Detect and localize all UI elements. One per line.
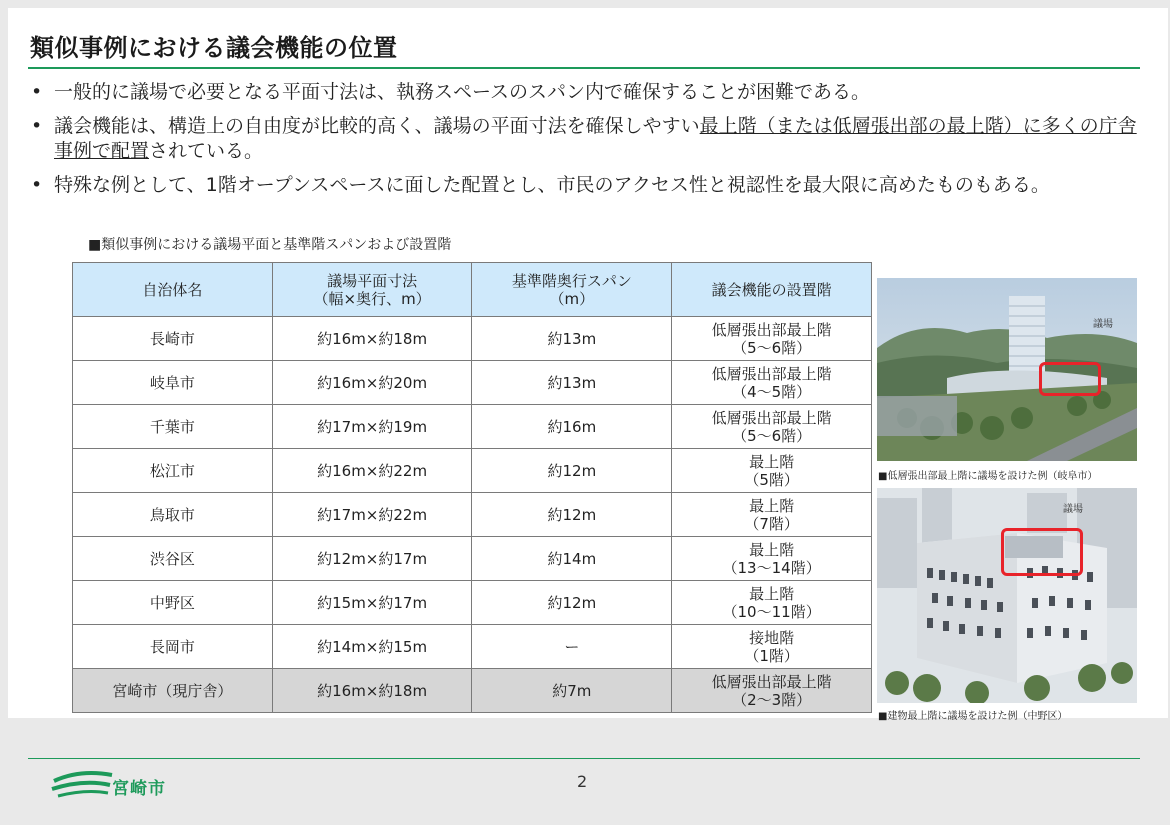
cell-floor: 低層張出部最上階 （4〜5階） (672, 361, 872, 405)
slide-title: 類似事例における議会機能の位置 (30, 34, 398, 62)
cell-municipality: 松江市 (73, 449, 273, 493)
photo-caption: ■建物最上階に議場を設けた例（中野区） (878, 711, 1068, 722)
cell-municipality: 長崎市 (73, 317, 273, 361)
table-caption: ■類似事例における議場平面と基準階スパンおよび設置階 (88, 237, 452, 253)
photo-caption: ■低層張出部最上階に議場を設けた例（岐阜市） (878, 471, 1098, 482)
cell-floor: 最上階 （13〜14階） (672, 537, 872, 581)
cell-span: 約12m (472, 493, 672, 537)
bullet-text: されている。 (149, 140, 264, 162)
cell-span: ー (472, 625, 672, 669)
page-number: 2 (577, 772, 588, 791)
cell-floor: 最上階 （10〜11階） (672, 581, 872, 625)
cell-municipality: 長岡市 (73, 625, 273, 669)
cases-table (72, 262, 872, 713)
cell-span: 約14m (472, 537, 672, 581)
table-row (73, 493, 872, 537)
cell-municipality: 千葉市 (73, 405, 273, 449)
table-row (73, 581, 872, 625)
column-header-span: 基準階奥行スパン （m） (472, 263, 672, 317)
cell-floor: 低層張出部最上階 （2〜3階） (672, 669, 872, 713)
cell-span: 約13m (472, 361, 672, 405)
chamber-highlight-box (1039, 362, 1101, 396)
gifu-building-photo (877, 278, 1137, 461)
cell-municipality: 中野区 (73, 581, 273, 625)
cell-chamber-size: 約15m×約17m (272, 581, 472, 625)
cell-floor: 最上階 （5階） (672, 449, 872, 493)
cell-span: 約12m (472, 581, 672, 625)
bullet-text: 議会機能は、構造上の自由度が比較的高く、議場の平面寸法を確保しやすい (54, 115, 700, 137)
table-row (73, 625, 872, 669)
column-header-chamber-size: 議場平面寸法 （幅×奥行、m） (272, 263, 472, 317)
cell-municipality: 鳥取市 (73, 493, 273, 537)
bullet-underlined-text: 最上階（または低層張出部の最上階） (699, 115, 1023, 137)
cell-chamber-size: 約12m×約17m (272, 537, 472, 581)
cell-span: 約16m (472, 405, 672, 449)
table-row (73, 669, 872, 713)
table-row (73, 317, 872, 361)
bullet-item (28, 114, 1148, 164)
cell-chamber-size: 約16m×約20m (272, 361, 472, 405)
bullet-underlined-text: に多くの (1022, 115, 1099, 137)
cell-municipality: 渋谷区 (73, 537, 273, 581)
chamber-label: 議場 (1093, 319, 1113, 330)
cell-chamber-size: 約14m×約15m (272, 625, 472, 669)
cell-chamber-size: 約16m×約22m (272, 449, 472, 493)
cell-floor: 最上階 （7階） (672, 493, 872, 537)
cell-span: 約13m (472, 317, 672, 361)
chamber-highlight-box (1001, 528, 1083, 576)
cell-municipality: 岐阜市 (73, 361, 273, 405)
cell-chamber-size: 約16m×約18m (272, 317, 472, 361)
nakano-building-illustration (877, 488, 1137, 703)
table-row (73, 361, 872, 405)
bullet-item (28, 173, 1148, 198)
bullet-text: 特殊な例として、1階オープンスペースに面した配置とし、市民のアクセス性と視認性を最大限に高めたものもある。 (54, 174, 1050, 196)
cell-span: 約7m (472, 669, 672, 713)
table-row (73, 537, 872, 581)
cell-floor: 接地階 （1階） (672, 625, 872, 669)
bullet-underlined-text: 庁舎事例で配置 (54, 115, 1137, 162)
title-divider (28, 67, 1140, 69)
cell-span: 約12m (472, 449, 672, 493)
cell-floor: 低層張出部最上階 （5〜6階） (672, 317, 872, 361)
bullet-text: 一般的に議場で必要となる平面寸法は、執務スペースのスパン内で確保することが困難である。 (54, 81, 871, 103)
bullet-list (28, 80, 1148, 207)
cell-chamber-size: 約16m×約18m (272, 669, 472, 713)
nakano-building-photo (877, 488, 1137, 703)
table-header-row (73, 263, 872, 317)
chamber-label: 議場 (1063, 504, 1083, 515)
table-body (73, 317, 872, 713)
logo-text: 宮崎市 (112, 779, 166, 799)
cell-chamber-size: 約17m×約22m (272, 493, 472, 537)
cell-floor: 低層張出部最上階 （5〜6階） (672, 405, 872, 449)
table-row (73, 449, 872, 493)
cell-chamber-size: 約17m×約19m (272, 405, 472, 449)
bullet-item (28, 80, 1148, 105)
footer-divider (28, 758, 1140, 759)
column-header-floor: 議会機能の設置階 (672, 263, 872, 317)
column-header-municipality: 自治体名 (73, 263, 273, 317)
table-row (73, 405, 872, 449)
cell-municipality: 宮崎市（現庁舎） (73, 669, 273, 713)
